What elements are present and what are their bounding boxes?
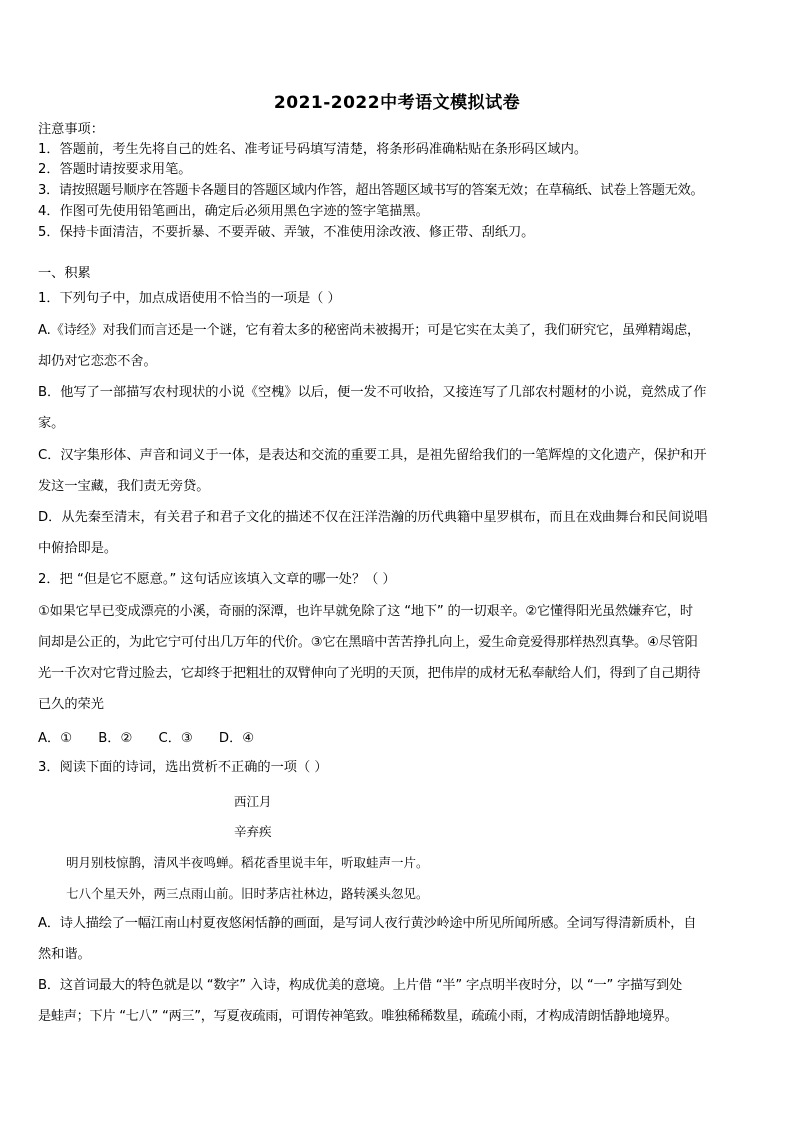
q2-options [38,727,276,746]
q3-option-a: A．诗人描绘了一幅江南山村夏夜悠闲恬静的画面，是写词人夜行黄沙岭途中所见所闻所感。全词写得清新质朴，自 [38,916,697,931]
q1-option-b: B．他写了一部描写农村现状的小说《空槐》以后，便一发不可收拾，又接连写了几部农村题材的小说，竟然成了作 [38,385,707,400]
question-2-stem: 2．把 “但是它不愿意。” 这句话应该填入文章的哪一处？（ ） [38,572,396,587]
notice-item: 1．答题前，考生先将自己的姓名、准考证号码填写清楚，将条形码准确粘贴在条形码区域内。 [38,142,588,157]
poem-title: 西江月 [234,794,272,809]
q3-option-a-cont: 然和谐。 [38,947,91,962]
q2-option-a: A．① [38,731,73,746]
notice-item: 3．请按照题号顺序在答题卡各题目的答题区域内作答，超出答题区域书写的答案无效；在草稿纸、试卷上答题无效。 [38,183,704,198]
section-heading: 一、积累 [38,266,91,281]
notice-heading: 注意事项： [38,122,104,137]
poem-line: 明月别枝惊鹊，清风半夜鸣蝉。稻花香里说丰年，听取蛙声一片。 [66,855,429,870]
notice-item: 5．保持卡面清洁，不要折暴、不要弄破、弄皱，不准使用涂改液、修正带、刮纸刀。 [38,225,535,240]
poem-author: 辛弃疾 [234,824,272,839]
exam-title: 2021-2022中考语文模拟试卷 [273,93,521,113]
q1-option-d: D．从先秦至清末，有关君子和君子文化的描述不仅在汪洋浩瀚的历代典籍中星罗棋布，而且在戏曲舞台和民间说唱 [38,510,708,525]
q1-option-a-cont: 却仍对它恋恋不舍。 [38,354,157,369]
q2-passage: ①如果它早已变成漂亮的小溪，奇丽的深潭，也许早就免除了这 “地下” 的一切艰辛。②它懂得阳光虽然嫌弃它，时 [38,604,693,619]
q1-option-d-cont: 中俯拾即是。 [38,541,118,556]
q2-option-c: C．③ [158,731,193,746]
q2-option-d: D．④ [218,731,255,746]
q1-option-c-cont: 发这一宝藏，我们责无旁贷。 [38,479,210,494]
question-1-stem: 1．下列句子中，加点成语使用不恰当的一项是（ ） [38,291,341,306]
poem-line: 七八个星天外，两三点雨山前。旧时茅店社林边，路转溪头忽见。 [66,886,429,901]
notice-item: 2．答题时请按要求用笔。 [38,162,192,177]
q2-option-b: B．② [98,731,133,746]
q1-option-b-cont: 家。 [38,416,65,431]
question-3-stem: 3．阅读下面的诗词，选出赏析不正确的一项（ ） [38,760,328,775]
q3-option-b-cont: 是蛙声；下片 “七八” “两三”，写夏夜疏雨，可谓传神笔致。唯独稀稀数星，疏疏小雨，才构成清朗恬静地境界。 [38,1009,678,1024]
q2-passage: 间却是公正的，为此它宁可付出几万年的代价。③它在黑暗中苦苦挣扎向上，爱生命竟爱得那样热烈真挚。④尽管阳 [38,635,698,650]
q1-option-a: A.《诗经》对我们而言还是一个谜，它有着太多的秘密尚未被揭开；可是它实在太美了，我们研究它，虽殚精竭虑， [38,323,700,338]
notice-item: 4．作图可先使用铅笔画出，确定后必须用黑色字迹的签字笔描黑。 [38,204,429,219]
q3-option-b: B．这首词最大的特色就是以 “数字” 入诗，构成优美的意境。上片借 “半” 字点明半夜时分，以 “一” 字描写到处 [38,978,683,993]
q2-passage: 已久的荣光 [38,697,104,712]
q2-passage: 光一千次对它背过脸去，它却终于把粗壮的双臂伸向了光明的天顶，把伟岸的成材无私奉献给人们，得到了自己期待 [38,666,701,681]
q1-option-c: C．汉字集形体、声音和词义于一体，是表达和交流的重要工具，是祖先留给我们的一笔辉煌的文化遗产，保护和开 [38,448,707,463]
